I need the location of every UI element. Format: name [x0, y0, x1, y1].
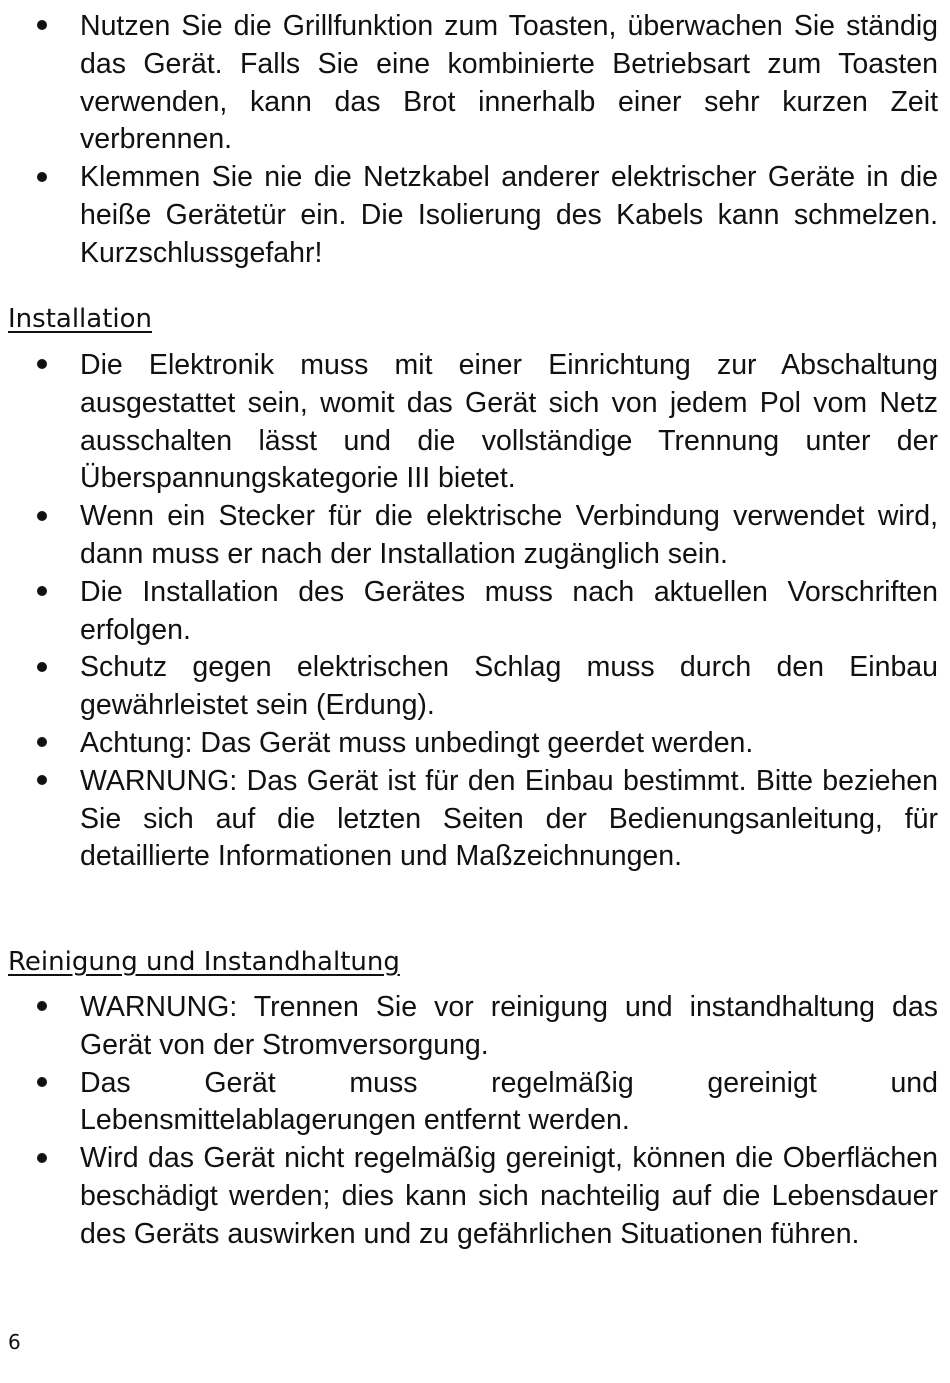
cleaning-heading: Reinigung und Instandhaltung [8, 947, 400, 977]
list-item-text: Die Elektronik muss mit einer Einrichtung zur Abschaltung ausgestattet sein, womit das Gerät sich von jedem Pol vom Netz ausschalten lässt und die vollständige Trennung unter der Überspannungskategorie III bietet. [80, 349, 938, 495]
bullet-icon [36, 1065, 48, 1103]
list-item [0, 989, 940, 1065]
list-item [0, 725, 940, 763]
bullet-icon [36, 763, 48, 801]
list-item-text: Das Gerät muss regelmäßig gereinigt und Lebensmittelablagerungen entfernt werden. [80, 1066, 938, 1137]
bullet-icon [36, 574, 48, 612]
intro-bullet-list [0, 8, 940, 273]
list-item [0, 8, 940, 159]
bullet-icon [36, 989, 48, 1027]
list-item [0, 1065, 940, 1141]
list-item [0, 498, 940, 574]
list-item [0, 574, 940, 650]
list-item [0, 763, 940, 876]
bullet-icon [36, 725, 48, 763]
list-item-text: Wenn ein Stecker für die elektrische Verbindung verwendet wird, dann muss er nach der Installation zugänglich sein. [80, 500, 938, 570]
list-item-text: WARNUNG: Das Gerät ist für den Einbau bestimmt. Bitte beziehen Sie sich auf die letzten Seiten der Bedienungsanleitung, für detaillierte Informationen und Maßzeichnungen. [80, 764, 938, 873]
list-item [0, 159, 940, 272]
list-item [0, 1140, 940, 1253]
list-item-text: Klemmen Sie nie die Netzkabel anderer elektrischer Geräte in die heiße Gerätetür ein. Die Isolierung des Kabels kann schmelzen. Kurzschlussgefahr! [80, 161, 938, 269]
list-item-text: Schutz gegen elektrischen Schlag muss durch den Einbau gewährleistet sein (Erdung). [80, 651, 938, 722]
installation-bullet-list [0, 347, 940, 876]
cleaning-bullet-list [0, 989, 940, 1254]
bullet-icon [36, 498, 48, 536]
bullet-icon [36, 159, 48, 197]
page-number: 6 [8, 1330, 21, 1354]
list-item-text: Wird das Gerät nicht regelmäßig gereinigt, können die Oberflächen beschädigt werden; dies kann sich nachteilig auf die Lebensdauer des Geräts auswirken und zu gefährlichen Situationen führen. [80, 1142, 938, 1250]
list-item-text: WARNUNG: Trennen Sie vor reinigung und instandhaltung das Gerät von der Stromversorgung. [80, 991, 938, 1061]
list-item-text: Achtung: Das Gerät muss unbedingt geerdet werden. [80, 726, 754, 759]
installation-heading: Installation [8, 304, 153, 334]
bullet-icon [36, 8, 48, 46]
bullet-icon [36, 1140, 48, 1178]
bullet-icon [36, 347, 48, 385]
bullet-icon [36, 649, 48, 687]
list-item [0, 649, 940, 725]
list-item [0, 347, 940, 498]
list-item-text: Nutzen Sie die Grillfunktion zum Toasten, überwachen Sie ständig das Gerät. Falls Sie eine kombinierte Betriebsart zum Toasten verwenden, kann das Brot innerhalb einer sehr kurzen Zeit verbrennen. [80, 10, 938, 156]
list-item-text: Die Installation des Gerätes muss nach aktuellen Vorschriften erfolgen. [80, 575, 938, 646]
